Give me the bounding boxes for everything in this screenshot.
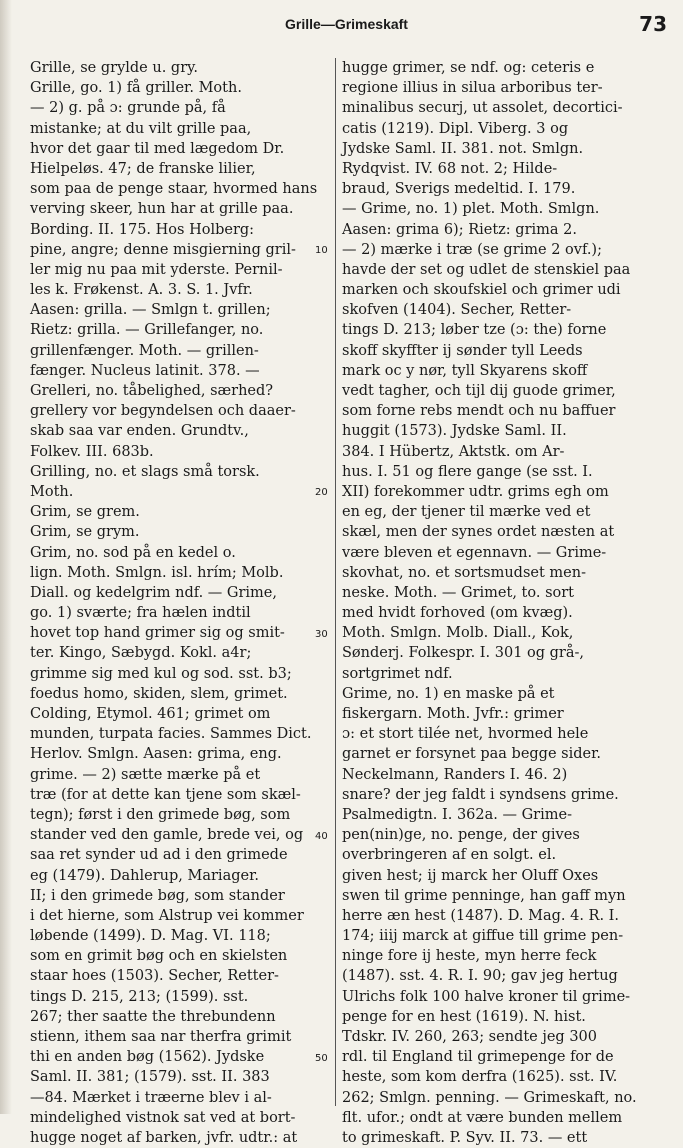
right-column-line: 384. I Hübertz, Aktstk. om Ar- [342, 443, 565, 460]
left-column-line: som en grimit bøg och en skielsten [30, 948, 288, 965]
right-column-line: ninge fore ij heste, myn herre feck [342, 948, 597, 965]
right-column-line: ɔ: et stort tilée net, hvormed hele [342, 726, 589, 743]
right-column-line: to grimeskaft. P. Syv. II. 73. — ett [342, 1129, 588, 1146]
right-column-line: hugge grimer, se ndf. og: ceteris e [342, 60, 595, 76]
left-column-line: Grille, go. 1) få griller. Moth. [30, 80, 242, 97]
right-column-line: være bleven et egennavn. — Grime- [342, 544, 607, 561]
left-column-line: Grille, se grylde u. gry. [30, 60, 199, 76]
line-number-marker: 10 [315, 244, 328, 256]
right-column-line: en eg, der tjener til mærke ved et [342, 504, 591, 521]
right-column-line: huggit (1573). Jydske Saml. II. [342, 423, 567, 440]
page-number: 73 [639, 12, 667, 36]
right-column-line: Psalmedigtn. I. 362a. — Grime- [342, 806, 572, 823]
left-column-line: Grelleri, no. tåbelighed, særhed? [30, 383, 274, 399]
left-column-line: ler mig nu paa mit yderste. Pernil- [30, 261, 283, 278]
right-column-line: med hvidt forhoved (om kvæg). [342, 605, 573, 622]
right-column-line: rdl. til England til grimepenge for de [342, 1049, 614, 1066]
left-column-line: Grilling, no. et slags små torsk. [30, 463, 260, 480]
left-column-line: Moth. [30, 483, 74, 500]
left-column-line: II; i den grimede bøg, som stander [30, 887, 285, 904]
left-column-line: verving skeer, hun har at grille paa. [30, 201, 294, 218]
left-column-line: træ (for at dette kan tjene som skæl- [30, 786, 301, 803]
left-column-line: som paa de penge staar, hvormed hans [30, 181, 318, 198]
line-number-marker: 30 [315, 628, 328, 640]
left-column-line: tings D. 215, 213; (1599). sst. [30, 988, 249, 1005]
right-column-line: pen(nin)ge, no. penge, der gives [342, 827, 580, 844]
right-column-line: skæl, men der synes ordet næsten at [342, 524, 615, 541]
left-column-line: Folkev. III. 683b. [30, 443, 154, 460]
right-column-line: marken och skoufskiel och grimer udi [342, 282, 621, 299]
right-column-line: Sønderj. Folkespr. I. 301 og grå-, [342, 645, 585, 662]
right-column-line: catis (1219). Dipl. Viberg. 3 og [342, 120, 569, 137]
left-column-line: skab saa var enden. Grundtv., [30, 423, 249, 440]
right-column-line: garnet er forsynet paa begge sider. [342, 746, 602, 763]
left-column-line: stander ved den gamle, brede vei, og [30, 827, 304, 844]
right-column-line: Rydqvist. IV. 68 not. 2; Hilde- [342, 160, 558, 177]
left-column-line: Grim, se grem. [30, 504, 140, 521]
left-column-line: Saml. II. 381; (1579). sst. II. 383 [30, 1069, 270, 1086]
left-column-line: Diall. og kedelgrim ndf. — Grime, [30, 584, 277, 601]
right-column-line: 262; Smlgn. penning. — Grimeskaft, no. [342, 1089, 637, 1106]
right-column-line: (1487). sst. 4. R. I. 90; gav jeg hertug [342, 968, 618, 985]
right-column-line: skoff skyffter ij sønder tyll Leeds [342, 342, 583, 359]
line-number-marker: 50 [315, 1052, 328, 1064]
right-column-line: mark oc y nør, tyll Skyarens skoff [342, 362, 588, 379]
right-column-line: Moth. Smlgn. Molb. Diall., Kok, [342, 625, 574, 642]
right-column-line: skovhat, no. et sortsmudset men- [342, 564, 586, 581]
left-column-line: grimme sig med kul og sod. sst. b3; [30, 665, 292, 682]
left-column-line: 267; ther saatte the threbundenn [30, 1008, 276, 1025]
right-column-line: skofven (1404). Secher, Retter- [342, 302, 572, 319]
left-column-line: staar hoes (1503). Secher, Retter- [30, 968, 279, 985]
line-number-marker: 20 [315, 487, 328, 499]
right-column-line: vedt tagher, och tijl dij guode grimer, [342, 383, 616, 399]
right-column-line: regione illius in silua arboribus ter- [342, 80, 603, 97]
left-column [30, 58, 330, 1148]
right-column-line: Aasen: grima 6); Rietz: grima 2. [342, 221, 577, 238]
left-column-line: stienn, ithem saa nar therfra grimit [30, 1029, 292, 1045]
right-column-line: flt. ufor.; ondt at være bunden mellem [342, 1109, 623, 1126]
left-column-line: — 2) g. på ɔ: grunde på, få [30, 100, 226, 117]
right-column-line: — Grime, no. 1) plet. Moth. Smlgn. [342, 201, 600, 218]
right-column-line: Jydske Saml. II. 381. not. Smlgn. [342, 140, 584, 157]
left-column-line: Aasen: grilla. — Smlgn t. grillen; [30, 302, 271, 319]
left-column-line: ter. Kingo, Sæbygd. Kokl. a4r; [30, 645, 252, 662]
left-column-line: Bording. II. 175. Hos Holberg: [30, 221, 255, 238]
right-column-line: fiskergarn. Moth. Jvfr.: grimer [342, 706, 564, 722]
right-column-line: som forne rebs mendt och nu baffuer [342, 403, 616, 420]
running-title: Grille—Grimeskaft [285, 16, 408, 32]
right-column-line: Grime, no. 1) en maske på et [342, 685, 555, 702]
left-column-line: Colding, Etymol. 461; grimet om [30, 706, 271, 722]
right-column-line: tings D. 213; løber tze (ɔ: the) forne [342, 322, 607, 339]
page-binding-edge [0, 0, 12, 1114]
right-column-line: overbringeren af en solgt. el. [342, 847, 557, 864]
left-column-line: pine, angre; denne misgierning gril- [30, 241, 296, 258]
left-column-line: løbende (1499). D. Mag. VI. 118; [30, 928, 271, 945]
left-column-line: i det hierne, som Alstrup vei kommer [30, 907, 304, 924]
right-column-line: penge for en hest (1619). N. hist. [342, 1008, 586, 1025]
right-column-line: XII) forekommer udtr. grims egh om [342, 483, 609, 500]
left-column-line: go. 1) sværte; fra hælen indtil [30, 605, 251, 622]
right-column-line: given hest; ij marck her Oluff Oxes [342, 867, 599, 884]
left-column-line: hvor det gaar til med lægedom Dr. [30, 140, 285, 157]
right-column-line: heste, som kom derfra (1625). sst. IV. [342, 1069, 618, 1086]
left-column-line: tegn); først i den grimede bøg, som [30, 806, 291, 823]
right-column-line: Ulrichs folk 100 halve kroner til grime- [342, 988, 631, 1005]
left-column-line: Rietz: grilla. — Grillefanger, no. [30, 322, 264, 339]
right-column-line: snare? der jeg faldt i syndsens grime. [342, 786, 619, 803]
right-column-line: herre æn hest (1487). D. Mag. 4. R. I. [342, 907, 620, 924]
left-column-line: foedus homo, skiden, slem, grimet. [30, 685, 288, 702]
right-column-line: havde der set og udlet de stenskiel paa [342, 261, 631, 278]
right-column [342, 58, 672, 1148]
line-number-marker: 40 [315, 830, 328, 842]
left-column-line: grillenfænger. Moth. — grillen- [30, 342, 259, 359]
right-column-line: 174; iiij marck at giffue till grime pen- [342, 928, 624, 945]
left-column-line: —84. Mærket i træerne blev i al- [30, 1089, 272, 1106]
left-column-line: eg (1479). Dahlerup, Mariager. [30, 867, 260, 884]
page-header [22, 12, 671, 38]
left-column-line: Herlov. Smlgn. Aasen: grima, eng. [30, 746, 282, 763]
right-column-line: Tdskr. IV. 260, 263; sendte jeg 300 [342, 1029, 597, 1045]
left-column-line: hugge noget af barken, jvfr. udtr.: at [30, 1129, 298, 1146]
left-column-line: grellery vor begyndelsen och daaer- [30, 403, 296, 420]
left-column-line: mindelighed vistnok sat ved at bort- [30, 1109, 296, 1126]
left-column-line: thi en anden bøg (1562). Jydske [30, 1049, 265, 1066]
column-divider [335, 58, 336, 1106]
right-column-line: Neckelmann, Randers I. 46. 2) [342, 766, 568, 783]
left-column-line: fænger. Nucleus latinit. 378. — [30, 362, 260, 379]
left-column-line: les k. Frøkenst. A. 3. S. 1. Jvfr. [30, 282, 253, 299]
left-column-line: Grim, se grym. [30, 524, 140, 541]
right-column-line: hus. I. 51 og flere gange (se sst. I. [342, 463, 593, 480]
right-column-line: — 2) mærke i træ (se grime 2 ovf.); [342, 241, 602, 258]
left-column-line: saa ret synder ud ad i den grimede [30, 847, 288, 864]
left-column-line: lign. Moth. Smlgn. isl. hrím; Molb. [30, 564, 284, 581]
right-column-line: swen til grime penninge, han gaff myn [342, 887, 626, 904]
left-column-line: Hielpeløs. 47; de franske lilier, [30, 160, 256, 177]
right-column-line: sortgrimet ndf. [342, 665, 453, 682]
left-column-line: mistanke; at du vilt grille paa, [30, 120, 252, 137]
left-column-line: munden, turpata facies. Sammes Dict. [30, 726, 312, 743]
right-column-line: braud, Sverigs medeltid. I. 179. [342, 181, 576, 198]
right-column-line: neske. Moth. — Grimet, to. sort [342, 584, 574, 601]
left-column-line: Grim, no. sod på en kedel o. [30, 544, 236, 561]
left-column-line: grime. — 2) sætte mærke på et [30, 766, 261, 783]
left-column-line: hovet top hand grimer sig og smit- [30, 625, 285, 642]
right-column-line: minalibus securj, ut assolet, decortici- [342, 100, 623, 117]
